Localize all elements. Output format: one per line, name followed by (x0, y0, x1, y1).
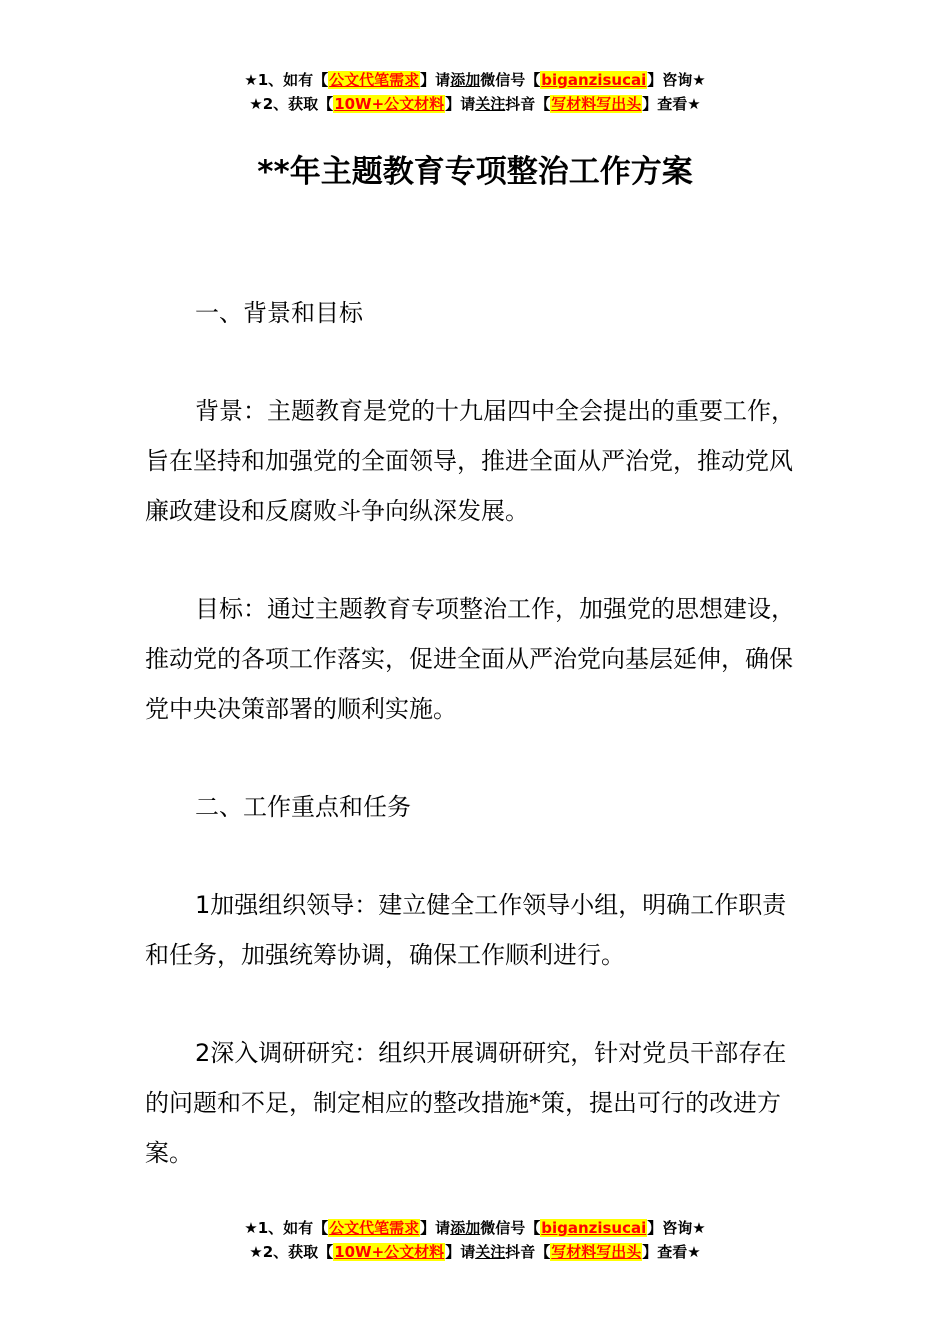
promo-text: 】咨询★ (647, 1219, 706, 1237)
promo-text: 】请 (420, 1219, 451, 1237)
promo-highlight: biganzisucai (541, 71, 647, 89)
paragraph-background: 背景：主题教育是党的十九届四中全会提出的重要工作，旨在坚持和加强党的全面领导，推进全面从严治党，推动党风廉政建设和反腐败斗争向纵深发展。 (145, 397, 795, 525)
promo-text: 】查看★ (642, 95, 701, 113)
promo-text: 】咨询★ (647, 71, 706, 89)
promo-text: ★1、如有【 (244, 71, 329, 89)
promo-text: ★2、获取【 (249, 1243, 334, 1261)
promo-highlight: 公文代笔需求 (329, 1219, 420, 1237)
promo-line-2 (0, 92, 950, 116)
promo-text: 微信号【 (480, 71, 541, 89)
paragraph-task-1: 1加强组织领导：建立健全工作领导小组，明确工作职责和任务，加强统筹协调，确保工作顺利进行。 (145, 891, 787, 969)
promo-text: ★2、获取【 (249, 95, 334, 113)
section-heading: 二、工作重点和任务 (195, 793, 411, 821)
promo-highlight: biganzisucai (541, 1219, 647, 1237)
promo-highlight: 10W+公文材料 (334, 95, 445, 113)
promo-emphasis: 添加 (450, 1219, 481, 1237)
promo-text: 】请 (445, 1243, 476, 1261)
promo-text: 抖音【 (505, 1243, 551, 1261)
promo-emphasis: 关注 (475, 1243, 506, 1261)
promo-line-2 (0, 1240, 950, 1264)
paragraph-task-2: 2深入调研研究：组织开展调研研究，针对党员干部存在的问题和不足，制定相应的整改措施*策，提出可行的改进方案。 (145, 1039, 787, 1167)
promo-highlight: 写材料写出头 (551, 1243, 642, 1261)
promo-highlight: 10W+公文材料 (334, 1243, 445, 1261)
paragraph-goal: 目标：通过主题教育专项整治工作，加强党的思想建设，推动党的各项工作落实，促进全面从严治党向基层延伸，确保党中央决策部署的顺利实施。 (145, 595, 795, 723)
promo-text: 】查看★ (642, 1243, 701, 1261)
promo-text: 抖音【 (505, 95, 551, 113)
document-body (145, 288, 807, 1226)
promo-text: ★1、如有【 (244, 1219, 329, 1237)
promo-emphasis: 添加 (450, 71, 481, 89)
promo-line-1 (0, 1216, 950, 1240)
document-title: **年主题教育专项整治工作方案 (257, 154, 693, 190)
promo-text: 】请 (420, 71, 451, 89)
promo-line-1 (0, 68, 950, 92)
promo-highlight: 公文代笔需求 (329, 71, 420, 89)
promo-highlight: 写材料写出头 (551, 95, 642, 113)
promo-banner-top (0, 68, 950, 116)
promo-text: 微信号【 (480, 1219, 541, 1237)
promo-emphasis: 关注 (475, 95, 506, 113)
section-heading: 一、背景和目标 (195, 299, 363, 327)
promo-banner-bottom (0, 1216, 950, 1264)
promo-text: 】请 (445, 95, 476, 113)
